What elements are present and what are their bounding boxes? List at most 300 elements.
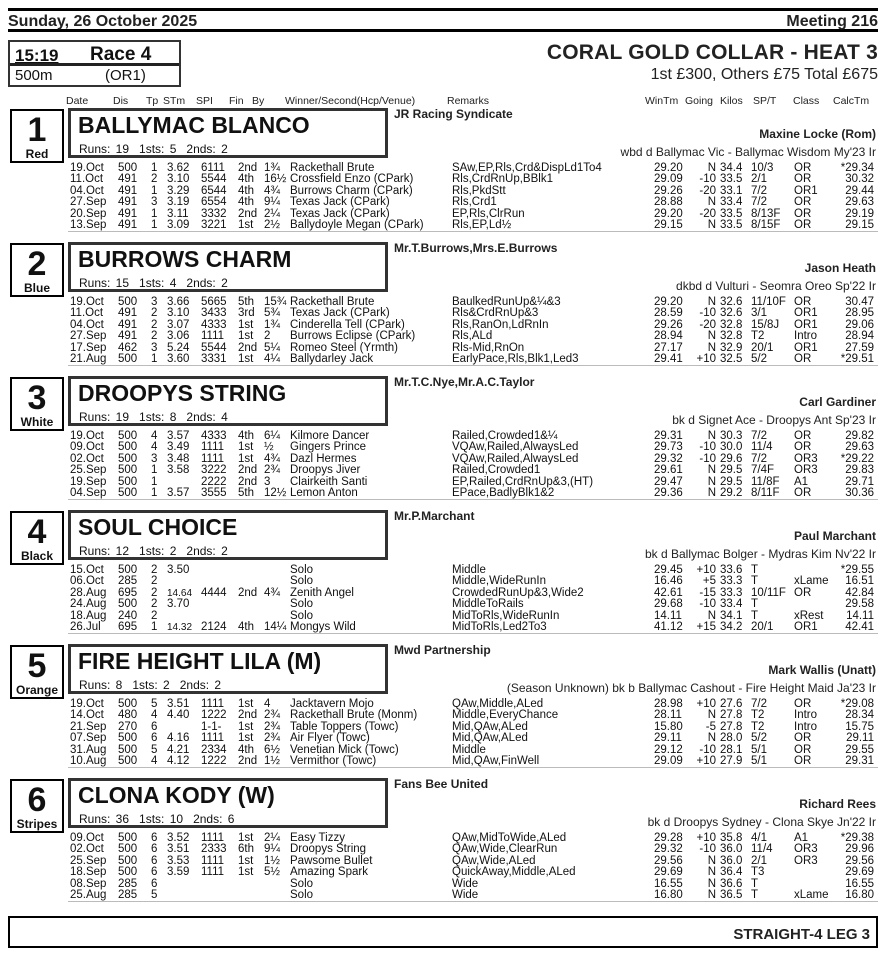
run-distance-beaten: ½ — [264, 441, 274, 454]
run-starting-price: T3 — [751, 866, 765, 879]
run-trap: 2 — [151, 318, 158, 331]
run-class: OR — [794, 173, 812, 186]
run-weight: 36.4 — [720, 866, 743, 879]
run-weight: 34.4 — [720, 162, 743, 174]
run-winner-second: Amazing Spark — [290, 866, 368, 879]
run-going: N — [707, 709, 716, 722]
run-weight: 36.0 — [720, 854, 743, 867]
run-trap: 4 — [151, 709, 158, 722]
run-going: N — [707, 475, 716, 488]
wins-count: 1sts: 8 — [139, 410, 177, 424]
run-weight: 28.0 — [720, 732, 743, 745]
run-date: 19.Sep — [70, 475, 107, 488]
trap-number: 4 — [27, 513, 47, 551]
run-sectional-time: 3.19 — [167, 196, 190, 209]
run-winning-time: 29.26 — [654, 184, 683, 197]
run-weight: 33.6 — [720, 564, 743, 576]
run-finish: 6th — [238, 843, 254, 856]
run-weight: 36.6 — [720, 877, 743, 890]
run-remarks: VQAw,Railed,AlwaysLed — [452, 441, 579, 454]
seconds-count: 2nds: 6 — [193, 812, 235, 826]
trap-box — [10, 243, 64, 297]
dog-name: BALLYMAC BLANCO — [78, 112, 310, 138]
run-date: 02.Oct — [70, 452, 104, 465]
run-split-positions: 1111 — [201, 441, 225, 454]
run-starting-price: 5/2 — [751, 352, 767, 365]
run-starting-price: 20/1 — [751, 620, 774, 633]
run-class: OR — [794, 743, 812, 756]
run-remarks: Mid,QAw,ALed — [452, 732, 528, 745]
run-going: N — [707, 854, 716, 867]
run-distance-beaten: 4¾ — [264, 586, 280, 599]
run-going: -20 — [699, 207, 716, 220]
run-finish: 2nd — [238, 464, 258, 477]
run-remarks: Rls,ALd — [452, 330, 493, 343]
run-remarks: Rls,EP,Ld½ — [452, 218, 512, 231]
run-winning-time: 16.55 — [654, 877, 683, 890]
runner-entry — [0, 105, 890, 239]
run-date: 19.Oct — [70, 296, 104, 308]
run-date: 18.Aug — [70, 609, 107, 622]
run-sectional-time: 3.10 — [167, 173, 190, 186]
run-going: N — [707, 866, 716, 879]
run-distance: 500 — [118, 854, 138, 867]
runner-entry — [0, 775, 890, 909]
run-distance: 491 — [118, 196, 138, 209]
run-weight: 35.8 — [720, 832, 743, 844]
run-date: 19.Oct — [70, 698, 104, 710]
run-trap: 6 — [151, 843, 158, 856]
run-winning-time: 15.80 — [654, 720, 683, 733]
run-going: N — [707, 609, 716, 622]
col-header-date: Date — [66, 95, 89, 107]
run-remarks: QAw,MidToWide,ALed — [452, 832, 567, 844]
run-sectional-time: 3.09 — [167, 218, 190, 231]
run-finish: 2nd — [238, 709, 258, 722]
run-distance: 285 — [118, 877, 138, 890]
run-date: 21.Sep — [70, 720, 107, 733]
form-row — [68, 733, 878, 744]
run-split-positions: 3433 — [201, 307, 227, 320]
breeding-info: bk d Droopys Sydney - Clona Skye Jn'22 Ir — [647, 815, 876, 829]
run-remarks: Mid,QAw,ALed — [452, 720, 528, 733]
run-starting-price: T2 — [751, 709, 765, 722]
run-calculated-time: 29.55 — [845, 743, 874, 756]
run-starting-price: 11/8F — [751, 475, 780, 488]
run-weight: 32.6 — [720, 307, 743, 320]
run-winner-second: Solo — [290, 888, 314, 901]
run-sectional-time: 14.32 — [167, 621, 193, 633]
run-calculated-time: 42.41 — [845, 620, 874, 633]
run-class: OR3 — [794, 464, 818, 477]
run-split-positions: 4333 — [201, 430, 227, 442]
run-winning-time: 28.88 — [654, 196, 683, 209]
run-going: -10 — [699, 843, 716, 856]
run-distance: 240 — [118, 609, 138, 622]
run-calculated-time: 30.32 — [845, 173, 874, 186]
run-class: OR — [794, 207, 812, 220]
run-calculated-time: 27.59 — [845, 341, 874, 354]
run-starting-price: T — [751, 575, 759, 588]
run-distance-beaten: 4¾ — [264, 184, 280, 197]
run-starting-price: 11/4 — [751, 441, 773, 454]
run-class: OR1 — [794, 620, 818, 633]
run-trap: 1 — [151, 207, 158, 220]
trap-box — [10, 779, 64, 833]
meeting-date: Sunday, 26 October 2025 — [8, 13, 198, 30]
dog-stats — [79, 410, 238, 424]
form-row — [68, 599, 878, 610]
run-trap: 5 — [151, 888, 158, 901]
run-class: OR — [794, 430, 812, 442]
run-distance-beaten: 1¾ — [264, 162, 280, 174]
run-calculated-time: 29.44 — [845, 184, 874, 197]
run-going: -15 — [699, 586, 716, 599]
run-split-positions: 1111 — [201, 452, 225, 465]
run-winner-second: Solo — [290, 564, 314, 576]
run-distance: 500 — [118, 464, 138, 477]
breeding-info: wbd d Ballymac Vic - Ballymac Wisdom My'23 Ir — [620, 145, 876, 159]
dog-stats — [79, 678, 231, 692]
run-finish: 1st — [238, 720, 254, 733]
run-distance-beaten: 2¾ — [264, 720, 280, 733]
run-starting-price: 5/2 — [751, 732, 767, 745]
run-finish: 3rd — [238, 307, 255, 320]
run-distance: 491 — [118, 207, 138, 220]
run-distance-beaten: 4¾ — [264, 452, 280, 465]
run-sectional-time: 5.24 — [167, 341, 190, 354]
run-date: 26.Jul — [70, 620, 101, 633]
run-finish: 1st — [238, 452, 254, 465]
run-date: 24.Aug — [70, 598, 107, 611]
run-sectional-time: 3.57 — [167, 486, 190, 499]
run-trap: 6 — [151, 732, 158, 745]
run-winner-second: Rackethall Brute (Monm) — [290, 709, 418, 722]
run-winning-time: 14.11 — [654, 609, 682, 622]
run-trap: 2 — [151, 586, 158, 599]
run-winner-second: Solo — [290, 598, 314, 611]
run-split-positions: 5544 — [201, 173, 227, 186]
run-distance: 500 — [118, 754, 138, 767]
run-starting-price: T — [751, 564, 759, 576]
run-starting-price: 11/10F — [751, 296, 786, 308]
run-distance: 695 — [118, 586, 138, 599]
run-distance: 491 — [118, 184, 138, 197]
run-winning-time: 29.20 — [654, 207, 683, 220]
run-trap: 6 — [151, 877, 158, 890]
col-header-by: By — [252, 95, 265, 107]
run-trap: 2 — [151, 564, 158, 576]
run-finish: 2nd — [238, 754, 258, 767]
col-header-stm: STm — [163, 95, 186, 107]
run-distance: 480 — [118, 709, 138, 722]
run-distance: 500 — [118, 162, 138, 174]
run-calculated-time: 30.36 — [845, 486, 874, 499]
trainer-name: Maxine Locke (Rom) — [759, 127, 876, 141]
run-weight: 32.5 — [720, 352, 743, 365]
run-date: 19.Oct — [70, 162, 104, 174]
run-remarks: QAw,Middle,ALed — [452, 698, 544, 710]
run-split-positions: 4444 — [201, 586, 227, 599]
run-finish: 2nd — [238, 586, 258, 599]
run-finish: 1st — [238, 218, 254, 231]
owner-name: JR Racing Syndicate — [394, 107, 513, 121]
run-date: 27.Sep — [70, 196, 107, 209]
run-date: 10.Aug — [70, 754, 107, 767]
run-starting-price: 10/3 — [751, 162, 774, 174]
run-weight: 33.5 — [720, 218, 743, 231]
run-split-positions: 1222 — [201, 754, 227, 767]
run-distance: 500 — [118, 698, 138, 710]
run-class: OR — [794, 586, 812, 599]
run-class: OR — [794, 732, 812, 745]
run-distance-beaten: 2 — [264, 330, 271, 343]
dog-name: CLONA KODY (W) — [78, 782, 275, 808]
run-date: 25.Sep — [70, 464, 107, 477]
run-weight: 32.9 — [720, 341, 743, 354]
run-starting-price: T — [751, 609, 759, 622]
run-distance-beaten: 5¾ — [264, 307, 280, 320]
run-winning-time: 41.12 — [654, 620, 683, 633]
run-going: -20 — [699, 184, 716, 197]
run-sectional-time: 3.58 — [167, 464, 190, 477]
run-sectional-time: 3.07 — [167, 318, 190, 331]
form-row — [68, 220, 878, 231]
run-split-positions: 3221 — [201, 218, 227, 231]
form-row — [68, 331, 878, 342]
run-remarks: SAw,EP,Rls,Crd&DispLd1To4 — [452, 162, 602, 174]
run-winner-second: Gingers Prince — [290, 441, 367, 454]
dog-name: DROOPYS STRING — [78, 380, 287, 406]
run-split-positions: 2334 — [201, 743, 227, 756]
run-starting-price: 15/8J — [751, 318, 780, 331]
run-split-positions: 6544 — [201, 184, 227, 197]
wins-count: 1sts: 2 — [139, 544, 177, 558]
run-weight: 36.5 — [720, 888, 743, 901]
run-winning-time: 16.46 — [654, 575, 683, 588]
run-calculated-time: 29.31 — [845, 754, 874, 767]
run-calculated-time: 29.06 — [845, 318, 874, 331]
run-weight: 27.8 — [720, 709, 743, 722]
run-distance: 500 — [118, 866, 138, 879]
run-finish: 4th — [238, 430, 254, 442]
run-distance-beaten: 9¼ — [264, 843, 280, 856]
run-weight: 29.5 — [720, 464, 743, 477]
run-remarks: Rls,CrdRnUp,BBlk1 — [452, 173, 553, 186]
run-calculated-time: *29.51 — [840, 352, 874, 365]
run-weight: 30.0 — [720, 441, 743, 454]
race-time: 15:19 — [15, 46, 59, 65]
run-sectional-time: 3.52 — [167, 832, 190, 844]
run-date: 13.Sep — [70, 218, 107, 231]
run-finish: 4th — [238, 173, 254, 186]
bet-leg-label: STRAIGHT-4 LEG 3 — [733, 926, 870, 943]
run-going: N — [707, 732, 716, 745]
run-finish: 4th — [238, 743, 254, 756]
trap-colour: Orange — [15, 683, 58, 697]
run-distance: 285 — [118, 888, 138, 901]
run-distance-beaten: 15¾ — [264, 296, 287, 308]
run-winner-second: Droopys String — [290, 843, 367, 856]
run-remarks: Rls,RanOn,LdRnIn — [452, 318, 549, 331]
run-distance: 500 — [118, 352, 138, 365]
run-winning-time: 29.61 — [654, 464, 683, 477]
run-starting-price: 7/2 — [751, 698, 767, 710]
run-calculated-time: 16.51 — [845, 575, 874, 588]
form-row — [68, 867, 878, 878]
run-split-positions: 3222 — [201, 464, 227, 477]
run-winning-time: 27.17 — [654, 341, 683, 354]
run-weight: 27.8 — [720, 720, 743, 733]
run-date: 09.Oct — [70, 441, 104, 454]
run-split-positions: 2124 — [201, 620, 227, 633]
run-winner-second: Solo — [290, 575, 314, 588]
wins-count: 1sts: 5 — [139, 142, 177, 156]
run-date: 18.Sep — [70, 866, 107, 879]
runs-count: Runs: 36 — [79, 812, 130, 826]
run-trap: 6 — [151, 866, 158, 879]
run-remarks: Rls,Crd1 — [452, 196, 497, 209]
run-going: N — [707, 888, 716, 901]
run-going: +5 — [702, 575, 716, 588]
run-winning-time: 29.36 — [654, 486, 683, 499]
run-split-positions: 6111 — [201, 162, 225, 174]
trap-colour: Red — [25, 147, 49, 161]
trainer-name: Jason Heath — [804, 261, 876, 275]
run-weight: 27.6 — [720, 698, 743, 710]
run-trap: 1 — [151, 352, 158, 365]
run-sectional-time: 3.51 — [167, 698, 190, 710]
run-winning-time: 28.59 — [654, 307, 683, 320]
run-winning-time: 29.12 — [654, 743, 683, 756]
run-going: -20 — [699, 318, 716, 331]
run-split-positions: 1111 — [201, 698, 225, 710]
run-remarks: EP,Railed,CrdRnUp&3,(HT) — [452, 475, 594, 488]
run-class: OR1 — [794, 307, 818, 320]
run-trap: 4 — [151, 430, 158, 442]
run-calculated-time: 28.94 — [845, 330, 874, 343]
wins-count: 1sts: 10 — [139, 812, 184, 826]
run-finish: 4th — [238, 184, 254, 197]
run-going: N — [707, 877, 716, 890]
run-class: Intro — [794, 709, 818, 722]
dog-name-box — [68, 376, 388, 426]
run-winner-second: Crossfield Enzo (CPark) — [290, 173, 414, 186]
run-distance: 500 — [118, 843, 138, 856]
run-remarks: Middle,WideRunIn — [452, 575, 546, 588]
run-weight: 33.4 — [720, 196, 743, 209]
run-class: OR3 — [794, 843, 818, 856]
run-starting-price: 8/11F — [751, 486, 780, 499]
race-grade: (OR1) — [105, 67, 146, 84]
run-trap: 6 — [151, 832, 158, 844]
trap-colour: Stripes — [16, 817, 58, 831]
run-going: N — [707, 430, 716, 442]
run-winning-time: 28.98 — [654, 698, 683, 710]
run-calculated-time: 29.19 — [845, 207, 874, 220]
run-winner-second: Rackethall Brute — [290, 296, 375, 308]
run-winning-time: 29.31 — [654, 430, 683, 442]
run-distance: 500 — [118, 296, 138, 308]
run-distance: 500 — [118, 430, 138, 442]
meeting-number: Meeting 216 — [786, 13, 878, 30]
run-going: N — [707, 296, 716, 308]
run-remarks: EarlyPace,Rls,Blk1,Led3 — [452, 352, 579, 365]
run-distance: 500 — [118, 486, 138, 499]
run-sectional-time: 3.51 — [167, 843, 190, 856]
run-starting-price: 7/2 — [751, 184, 767, 197]
run-sectional-time: 3.62 — [167, 162, 190, 174]
run-going: +15 — [696, 620, 716, 633]
run-split-positions: 6554 — [201, 196, 227, 209]
run-starting-price: T2 — [751, 720, 765, 733]
run-split-positions: 2222 — [201, 475, 227, 488]
form-row — [68, 465, 878, 476]
run-winning-time: 29.32 — [654, 452, 683, 465]
form-row — [68, 354, 878, 365]
run-trap: 3 — [151, 341, 158, 354]
form-table — [68, 565, 878, 634]
run-distance: 500 — [118, 452, 138, 465]
run-winner-second: Ballydarley Jack — [290, 352, 374, 365]
run-calculated-time: 29.63 — [845, 441, 874, 454]
trap-box — [10, 109, 64, 163]
run-distance-beaten: 2¼ — [264, 832, 280, 844]
run-finish: 1st — [238, 866, 254, 879]
run-going: N — [707, 464, 716, 477]
run-class: Intro — [794, 720, 818, 733]
run-winning-time: 29.15 — [654, 218, 683, 231]
run-calculated-time: 14.11 — [846, 609, 874, 622]
run-trap: 6 — [151, 854, 158, 867]
run-winning-time: 29.69 — [654, 866, 683, 879]
run-going: N — [707, 196, 716, 209]
run-trap: 1 — [151, 162, 158, 174]
run-class: OR — [794, 352, 812, 365]
run-distance-beaten: 14¼ — [264, 620, 287, 633]
run-winner-second: Ballydoyle Megan (CPark) — [290, 218, 424, 231]
run-date: 09.Oct — [70, 832, 104, 844]
run-starting-price: 8/15F — [751, 218, 781, 231]
runner-entry — [0, 507, 890, 641]
run-weight: 36.0 — [720, 843, 743, 856]
run-date: 02.Oct — [70, 843, 104, 856]
trap-number: 3 — [27, 379, 47, 417]
run-class: OR3 — [794, 854, 818, 867]
trap-number: 5 — [27, 647, 47, 685]
run-calculated-time: *29.38 — [840, 832, 874, 844]
run-weight: 33.3 — [720, 575, 743, 588]
owner-name: Mr.T.C.Nye,Mr.A.C.Taylor — [394, 375, 535, 389]
run-date: 28.Aug — [70, 586, 107, 599]
run-date: 08.Sep — [70, 877, 107, 890]
run-winner-second: Texas Jack (CPark) — [290, 307, 390, 320]
run-trap: 1 — [151, 184, 158, 197]
run-winner-second: Table Toppers (Towc) — [290, 720, 399, 733]
run-going: N — [707, 162, 716, 174]
seconds-count: 2nds: 2 — [179, 678, 222, 692]
run-distance-beaten: 1½ — [264, 754, 280, 767]
run-going: N — [707, 341, 716, 354]
form-row — [68, 622, 878, 633]
run-going: -10 — [699, 452, 716, 465]
col-header-dis: Dis — [113, 95, 129, 107]
trap-number: 2 — [27, 245, 47, 283]
run-remarks: MiddleToRails — [452, 598, 524, 611]
run-weight: 33.5 — [720, 207, 743, 220]
run-calculated-time: 29.96 — [845, 843, 874, 856]
run-calculated-time: 29.11 — [846, 732, 874, 745]
